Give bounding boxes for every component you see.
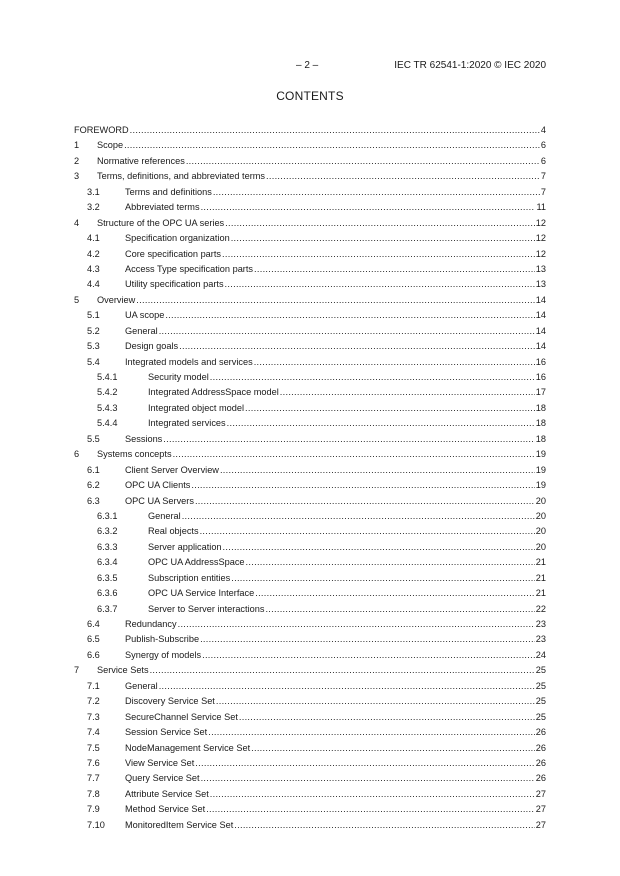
- toc-entry[interactable]: [74, 370, 546, 385]
- toc-entry-number: 5.4.3: [97, 402, 118, 413]
- toc-entry-page: 25: [535, 696, 546, 707]
- toc-entry-page: 18: [535, 433, 546, 444]
- page-title: CONTENTS: [276, 89, 344, 103]
- toc-entry-page: 26: [535, 727, 546, 738]
- toc-dot-leader: [165, 308, 534, 323]
- toc-entry-number: 6.3.5: [97, 572, 118, 583]
- toc-dot-leader: [179, 339, 535, 354]
- toc-entry-page: 19: [535, 449, 546, 460]
- toc-entry[interactable]: [74, 262, 546, 277]
- toc-entry-page: 16: [535, 372, 546, 382]
- page-number: – 2 –: [296, 60, 319, 71]
- toc-entry-title: Sessions: [125, 433, 163, 444]
- toc-dot-leader: [239, 710, 535, 725]
- toc-entry-number: 6.4: [87, 619, 100, 629]
- toc-entry[interactable]: [74, 231, 546, 246]
- toc-entry[interactable]: [74, 524, 546, 539]
- toc-entry-page: 27: [535, 788, 546, 799]
- toc-entry-title: Design goals: [125, 341, 179, 352]
- toc-dot-leader: [178, 617, 535, 632]
- toc-entry-page: 6: [540, 155, 546, 166]
- toc-entry[interactable]: [74, 540, 546, 555]
- toc-entry-number: 7.6: [87, 757, 100, 768]
- toc-dot-leader: [136, 293, 534, 308]
- toc-entry-page: 14: [535, 341, 546, 352]
- toc-dot-leader: [210, 787, 535, 802]
- document-identifier: IEC TR 62541-1:2020 © IEC 2020: [394, 60, 546, 71]
- toc-dot-leader: [234, 818, 535, 833]
- toc-entry-title: View Service Set: [125, 757, 195, 768]
- toc-entry-title: General: [148, 510, 181, 521]
- toc-entry[interactable]: [74, 509, 546, 524]
- toc-entry[interactable]: [74, 339, 546, 354]
- toc-entry[interactable]: [74, 679, 546, 694]
- toc-entry[interactable]: [74, 555, 546, 570]
- toc-entry-page: 12: [535, 233, 546, 244]
- toc-entry[interactable]: [74, 401, 546, 416]
- toc-entry-title: OPC UA Service Interface: [148, 588, 255, 599]
- toc-entry-title: MonitoredItem Service Set: [125, 819, 234, 830]
- toc-entry[interactable]: [74, 216, 546, 231]
- toc-entry-page: 12: [535, 217, 546, 228]
- toc-entry[interactable]: [74, 632, 546, 647]
- toc-dot-leader: [195, 494, 535, 509]
- toc-dot-leader: [201, 771, 535, 786]
- toc-entry-number: 7.9: [87, 804, 100, 815]
- toc-entry-number: 7.3: [87, 711, 100, 722]
- toc-entry-title: UA scope: [125, 310, 165, 321]
- toc-entry-number: 6.3.1: [97, 510, 118, 521]
- toc-entry[interactable]: [74, 478, 546, 493]
- toc-dot-leader: [208, 725, 535, 740]
- toc-dot-leader: [266, 169, 540, 184]
- toc-dot-leader: [206, 802, 535, 817]
- toc-entry-number: 7.8: [87, 788, 100, 799]
- toc-entry[interactable]: [74, 247, 546, 262]
- toc-entry-page: 23: [535, 619, 546, 629]
- toc-entry-page: 18: [535, 402, 546, 413]
- toc-entry-page: 7: [540, 186, 546, 197]
- toc-entry-page: 20: [535, 526, 546, 537]
- toc-entry-page: 6: [540, 140, 546, 151]
- toc-entry-number: 5.5: [87, 433, 100, 444]
- toc-entry-page: 25: [535, 665, 546, 676]
- toc-dot-leader: [159, 324, 535, 339]
- toc-dot-leader: [124, 138, 540, 153]
- toc-entry-title: Core specification parts: [125, 248, 222, 259]
- toc-dot-leader: [182, 509, 535, 524]
- toc-entry-page: 19: [535, 480, 546, 491]
- toc-entry[interactable]: [74, 787, 546, 802]
- toc-entry[interactable]: [74, 602, 546, 617]
- toc-entry-page: 16: [535, 356, 546, 367]
- toc-entry-title: Server to Server interactions: [148, 603, 265, 614]
- toc-entry-number: 3.2: [87, 202, 100, 213]
- toc-entry-page: 13: [535, 263, 546, 274]
- toc-entry[interactable]: [74, 123, 546, 138]
- toc-entry-page: 20: [535, 541, 546, 552]
- toc-entry-number: 6.3.4: [97, 557, 118, 568]
- toc-entry-page: 14: [535, 310, 546, 321]
- toc-entry-page: 25: [535, 680, 546, 691]
- toc-entry-title: OPC UA AddressSpace: [148, 557, 245, 568]
- toc-dot-leader: [227, 416, 535, 431]
- toc-entry[interactable]: [74, 385, 546, 400]
- toc-entry-number: 1: [74, 140, 80, 151]
- toc-entry-page: 20: [535, 495, 546, 506]
- toc-entry-number: 5.3: [87, 341, 100, 352]
- toc-entry-number: 7: [74, 665, 80, 676]
- toc-entry-title: Discovery Service Set: [125, 696, 215, 707]
- toc-entry-title: FOREWORD: [74, 125, 129, 135]
- toc-entry[interactable]: [74, 756, 546, 771]
- toc-entry-number: 6.3.2: [97, 526, 118, 537]
- toc-entry[interactable]: [74, 586, 546, 601]
- toc-dot-leader: [222, 247, 535, 262]
- toc-dot-leader: [246, 555, 535, 570]
- toc-entry-page: 26: [535, 773, 546, 784]
- toc-entry-number: 7.1: [87, 680, 100, 691]
- toc-dot-leader: [210, 370, 535, 385]
- toc-entry-title: Normative references: [97, 155, 185, 166]
- toc-entry-number: 4.1: [87, 233, 100, 244]
- toc-dot-leader: [251, 741, 535, 756]
- toc-entry-title: Server application: [148, 541, 222, 552]
- toc-dot-leader: [213, 185, 540, 200]
- toc-entry[interactable]: [74, 416, 546, 431]
- toc-entry-number: 7.7: [87, 773, 100, 784]
- toc-entry[interactable]: [74, 293, 546, 308]
- toc-entry-title: Client Server Overview: [125, 464, 219, 475]
- toc-entry[interactable]: [74, 710, 546, 725]
- toc-dot-leader: [254, 355, 535, 370]
- toc-entry-title: Real objects: [148, 526, 199, 537]
- toc-entry-title: Terms, definitions, and abbreviated terms: [97, 171, 266, 182]
- toc-dot-leader: [163, 432, 534, 447]
- toc-entry-number: 4.4: [87, 279, 100, 290]
- toc-entry-number: 5.4.4: [97, 418, 118, 429]
- toc-entry-page: 23: [535, 634, 546, 645]
- toc-entry-page: 18: [535, 418, 546, 429]
- toc-entry-title: SecureChannel Service Set: [125, 711, 238, 722]
- toc-dot-leader: [201, 200, 536, 215]
- toc-dot-leader: [202, 648, 535, 663]
- toc-entry[interactable]: [74, 185, 546, 200]
- toc-entry-number: 6.3.7: [97, 603, 118, 614]
- toc-entry-title: Integrated services: [148, 418, 226, 429]
- toc-dot-leader: [216, 694, 535, 709]
- toc-dot-leader: [255, 586, 535, 601]
- toc-entry-title: Specification organization: [125, 233, 230, 244]
- toc-entry-page: 21: [535, 557, 546, 568]
- toc-entry-title: OPC UA Clients: [125, 480, 191, 491]
- toc-entry-title: Attribute Service Set: [125, 788, 209, 799]
- toc-entry-page: 12: [535, 248, 546, 259]
- toc-entry-page: 26: [535, 757, 546, 768]
- toc-entry-page: 7: [540, 171, 546, 182]
- toc-entry-page: 21: [535, 588, 546, 599]
- toc-entry[interactable]: [74, 494, 546, 509]
- toc-entry-number: 5.4.1: [97, 372, 118, 382]
- toc-dot-leader: [130, 123, 540, 138]
- toc-entry-number: 6.6: [87, 649, 100, 660]
- toc-entry-title: Security model: [148, 372, 209, 382]
- toc-entry-number: 4: [74, 217, 80, 228]
- toc-entry[interactable]: [74, 324, 546, 339]
- toc-entry-title: Query Service Set: [125, 773, 200, 784]
- toc-dot-leader: [245, 401, 535, 416]
- toc-dot-leader: [265, 602, 534, 617]
- toc-dot-leader: [231, 231, 535, 246]
- toc-entry[interactable]: [74, 571, 546, 586]
- toc-entry-title: Structure of the OPC UA series: [97, 217, 225, 228]
- toc-entry-number: 2: [74, 155, 80, 166]
- toc-entry[interactable]: [74, 169, 546, 184]
- toc-entry[interactable]: [74, 802, 546, 817]
- toc-entry[interactable]: [74, 725, 546, 740]
- toc-dot-leader: [150, 663, 535, 678]
- toc-entry-page: 20: [535, 510, 546, 521]
- toc-dot-leader: [225, 277, 535, 292]
- toc-dot-leader: [173, 447, 535, 462]
- toc-dot-leader: [223, 540, 535, 555]
- toc-entry-page: 22: [535, 603, 546, 614]
- toc-entry-title: Systems concepts: [97, 449, 172, 460]
- toc-entry-number: 6.3: [87, 495, 100, 506]
- toc-entry-title: Overview: [97, 294, 136, 305]
- toc-entry-number: 7.4: [87, 727, 100, 738]
- toc-entry-number: 4.2: [87, 248, 100, 259]
- toc-entry-page: 25: [535, 711, 546, 722]
- toc-entry-page: 27: [535, 804, 546, 815]
- toc-entry-page: 4: [540, 125, 546, 135]
- toc-entry-title: Synergy of models: [125, 649, 202, 660]
- toc-entry-number: 3.1: [87, 186, 100, 197]
- toc-entry[interactable]: [74, 432, 546, 447]
- toc-entry-number: 6.3.3: [97, 541, 118, 552]
- toc-entry[interactable]: [74, 355, 546, 370]
- toc-entry-number: 7.10: [87, 819, 105, 830]
- toc-entry-number: 5.4.2: [97, 387, 118, 398]
- toc-entry-page: 24: [535, 649, 546, 660]
- toc-entry[interactable]: [74, 771, 546, 786]
- toc-entry-page: 14: [535, 325, 546, 336]
- toc-entry-title: Publish-Subscribe: [125, 634, 200, 645]
- toc-dot-leader: [220, 463, 535, 478]
- toc-entry-number: 6.2: [87, 480, 100, 491]
- toc-entry-page: 19: [535, 464, 546, 475]
- toc-entry[interactable]: [74, 447, 546, 462]
- toc-entry-title: NodeManagement Service Set: [125, 742, 251, 753]
- toc-entry-title: Abbreviated terms: [125, 202, 200, 213]
- toc-entry-page: 27: [535, 819, 546, 830]
- toc-entry-title: Session Service Set: [125, 727, 208, 738]
- toc-entry-title: Terms and definitions: [125, 186, 212, 197]
- toc-entry-title: General: [125, 680, 158, 691]
- toc-entry[interactable]: [74, 200, 546, 215]
- toc-entry-number: 5.4: [87, 356, 100, 367]
- toc-entry-number: 7.2: [87, 696, 100, 707]
- toc-dot-leader: [254, 262, 535, 277]
- toc-entry-number: 7.5: [87, 742, 100, 753]
- toc-entry-number: 6.5: [87, 634, 100, 645]
- toc-entry[interactable]: [74, 617, 546, 632]
- toc-entry-page: 21: [535, 572, 546, 583]
- toc-entry-number: 5.2: [87, 325, 100, 336]
- toc-entry-page: 14: [535, 294, 546, 305]
- toc-entry-number: 5.1: [87, 310, 100, 321]
- toc-dot-leader: [225, 216, 535, 231]
- toc-entry-number: 3: [74, 171, 80, 182]
- toc-entry[interactable]: [74, 663, 546, 678]
- toc-entry[interactable]: [74, 694, 546, 709]
- toc-entry-title: Subscription entities: [148, 572, 231, 583]
- toc-entry-title: Integrated models and services: [125, 356, 253, 367]
- toc-entry-title: Integrated object model: [148, 402, 245, 413]
- toc-entry-title: General: [125, 325, 158, 336]
- toc-dot-leader: [280, 385, 535, 400]
- toc-dot-leader: [186, 154, 540, 169]
- toc-entry[interactable]: [74, 154, 546, 169]
- toc-entry-title: Utility specification parts: [125, 279, 224, 290]
- toc-entry-title: Integrated AddressSpace model: [148, 387, 279, 398]
- toc-dot-leader: [195, 756, 534, 771]
- toc-dot-leader: [191, 478, 534, 493]
- toc-entry-title: Access Type specification parts: [125, 263, 254, 274]
- toc-entry[interactable]: [74, 648, 546, 663]
- toc-dot-leader: [231, 571, 535, 586]
- toc-entry[interactable]: [74, 741, 546, 756]
- toc-entry-number: 5: [74, 294, 80, 305]
- toc-entry-title: Redundancy: [125, 619, 177, 629]
- toc-entry-number: 6: [74, 449, 80, 460]
- table-of-contents: [74, 123, 546, 833]
- toc-dot-leader: [200, 632, 535, 647]
- toc-entry-page: 13: [535, 279, 546, 290]
- toc-entry-page: 17: [535, 387, 546, 398]
- toc-entry-number: 4.3: [87, 263, 100, 274]
- toc-entry-title: Scope: [97, 140, 124, 151]
- toc-entry[interactable]: [74, 818, 546, 833]
- toc-dot-leader: [200, 524, 535, 539]
- toc-entry[interactable]: [74, 138, 546, 153]
- toc-entry[interactable]: [74, 308, 546, 323]
- toc-entry-title: Service Sets: [97, 665, 149, 676]
- toc-entry[interactable]: [74, 463, 546, 478]
- toc-entry[interactable]: [74, 277, 546, 292]
- toc-dot-leader: [159, 679, 535, 694]
- toc-entry-number: 6.1: [87, 464, 100, 475]
- toc-entry-page: 26: [535, 742, 546, 753]
- toc-entry-title: Method Service Set: [125, 804, 206, 815]
- toc-entry-number: 6.3.6: [97, 588, 118, 599]
- toc-entry-page: 11: [536, 202, 546, 213]
- toc-entry-title: OPC UA Servers: [125, 495, 194, 506]
